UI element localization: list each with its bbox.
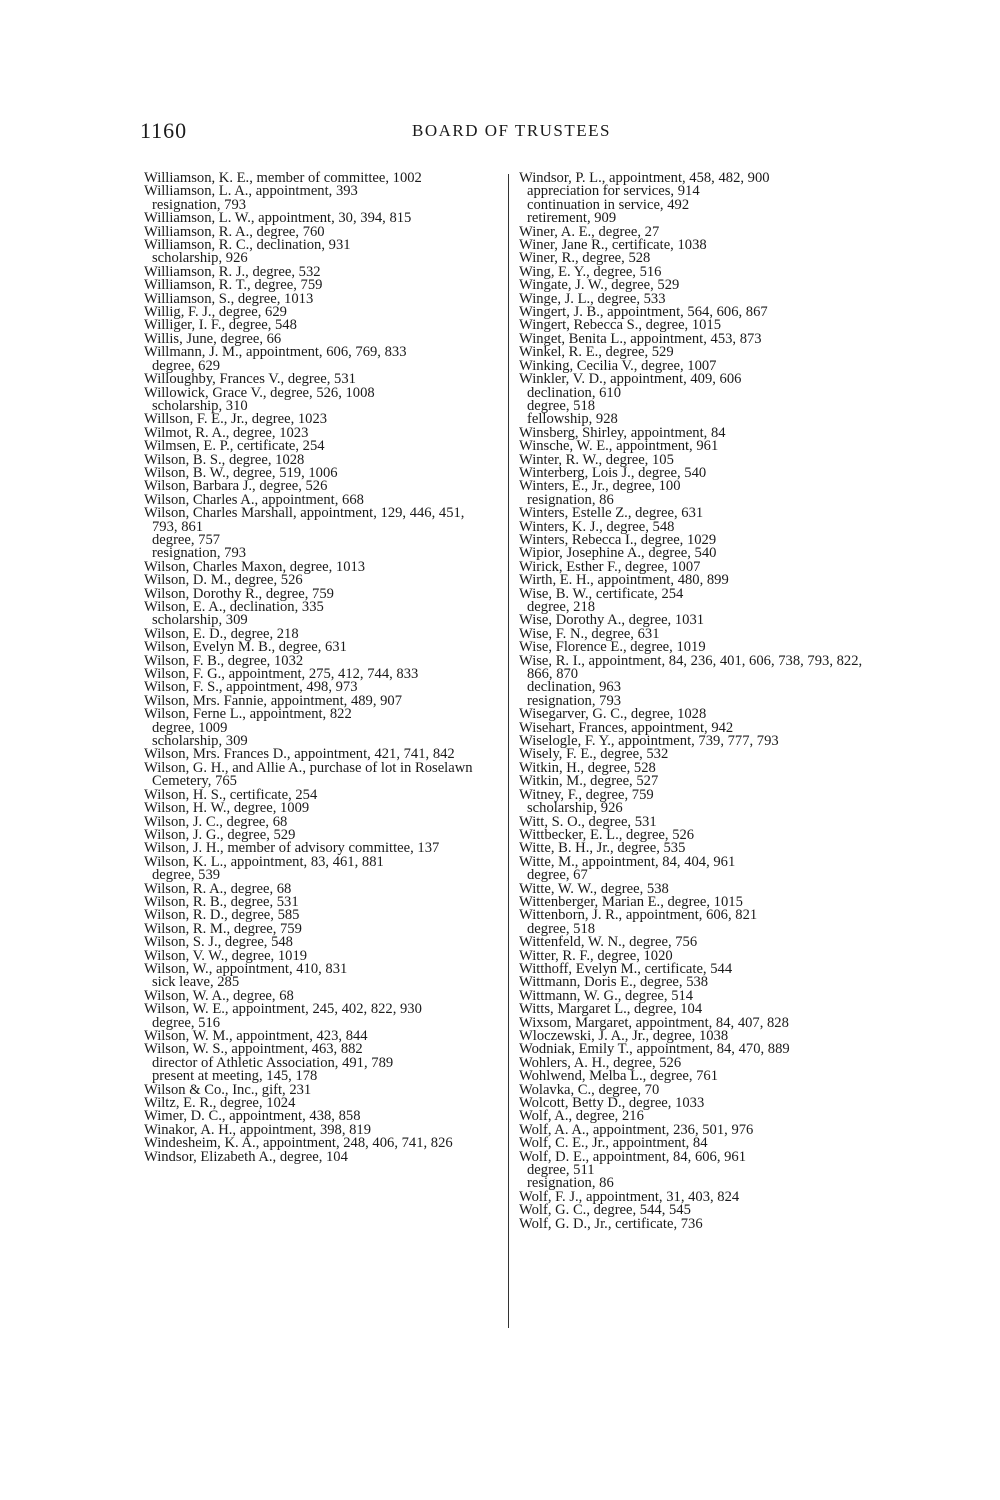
- index-entry: Witte, M., appointment, 84, 404, 961: [519, 853, 736, 870]
- index-subentry: director of Athletic Association, 491, 789: [152, 1054, 394, 1071]
- index-entry: Willoughby, Frances V., degree, 531: [144, 371, 356, 388]
- index-entry: Witte, W. W., degree, 538: [519, 880, 669, 897]
- index-entry: Wilson, Charles A., appointment, 668: [144, 491, 364, 508]
- index-entry: Winer, R., degree, 528: [519, 250, 651, 267]
- index-subentry: scholarship, 309: [152, 733, 248, 750]
- index-entry: Willis, June, degree, 66: [144, 330, 282, 347]
- index-entry: Wise, B. W., certificate, 254: [519, 585, 684, 602]
- index-entry: Williamson, S., degree, 1013: [144, 290, 314, 307]
- index-entry: Wilson, G. H., and Allie A., purchase of lot in Roselawn Cemetery, 765: [144, 759, 473, 790]
- index-entry: Wilson, B. S., degree, 1028: [144, 451, 305, 468]
- index-entry: Wohlwend, Melba L., degree, 761: [519, 1068, 719, 1085]
- index-entry: Winters, Rebecca I., degree, 1029: [519, 531, 717, 548]
- index-entry: Wipior, Josephine A., degree, 540: [519, 545, 717, 562]
- index-entry: Winsberg, Shirley, appointment, 84: [519, 424, 726, 441]
- index-subentry: degree, 518: [527, 397, 596, 414]
- index-subentry: declination, 963: [527, 679, 622, 696]
- index-entry: Wilson, Mrs. Fannie, appointment, 489, 907: [144, 692, 403, 709]
- index-entry: Winking, Cecilia V., degree, 1007: [519, 357, 717, 374]
- index-subentry: retirement, 909: [527, 210, 617, 227]
- index-subentry: degree, 539: [152, 867, 221, 884]
- index-entry: Wodniak, Emily T., appointment, 84, 470, 889: [519, 1041, 790, 1058]
- index-entry: Williamson, R. A., degree, 760: [144, 223, 325, 240]
- index-entry: Wolf, G. C., degree, 544, 545: [519, 1202, 691, 1219]
- index-subentry: degree, 757: [152, 531, 221, 548]
- index-entry: Wingert, Rebecca S., degree, 1015: [519, 317, 722, 334]
- index-entry: Wolf, D. E., appointment, 84, 606, 961: [519, 1148, 747, 1165]
- index-subentry: degree, 218: [527, 599, 596, 615]
- index-entry: Wise, Florence E., degree, 1019: [519, 639, 706, 656]
- index-entry: Wilson, R. D., degree, 585: [144, 907, 300, 924]
- index-entry: Wixsom, Margaret, appointment, 84, 407, 828: [519, 1014, 789, 1031]
- index-entry: Windesheim, K. A., appointment, 248, 406, 741, 826: [144, 1135, 453, 1152]
- index-subentry: degree, 516: [152, 1014, 221, 1031]
- index-entry: Williamson, L. W., appointment, 30, 394, 815: [144, 210, 412, 227]
- index-column-left: [144, 172, 484, 1164]
- index-entry: Wirth, E. H., appointment, 480, 899: [519, 572, 729, 589]
- index-subentry: scholarship, 926: [527, 800, 623, 817]
- index-entry: Witthoff, Evelyn M., certificate, 544: [519, 960, 733, 977]
- index-entry: Wittbecker, E. L., degree, 526: [519, 826, 695, 843]
- index-subentry: appreciation for services, 914: [527, 183, 700, 200]
- index-entry: Wisely, F. E., degree, 532: [519, 746, 669, 763]
- index-entry: Witt, S. O., degree, 531: [519, 813, 657, 830]
- index-entry: Wloczewski, J. A., Jr., degree, 1038: [519, 1028, 729, 1044]
- index-entry: Wilson, Ferne L., appointment, 822: [144, 706, 352, 723]
- index-entry: Winters, K. J., degree, 548: [519, 518, 675, 535]
- index-entry: Wimer, D. C., appointment, 438, 858: [144, 1108, 361, 1125]
- index-entry: Wilson, R. A., degree, 68: [144, 880, 292, 897]
- index-subentry: continuation in service, 492: [527, 196, 690, 213]
- index-entry: Witney, F., degree, 759: [519, 786, 654, 803]
- index-entry: Wise, R. I., appointment, 84, 236, 401, 606, 738, 793, 822, 866, 870: [519, 652, 863, 683]
- index-entry: Wiselogle, F. Y., appointment, 739, 777, 793: [519, 733, 779, 750]
- index-entry: Wilson & Co., Inc., gift, 231: [144, 1081, 312, 1098]
- index-entry: Winer, Jane R., certificate, 1038: [519, 237, 707, 254]
- index-entry: Wilson, B. W., degree, 519, 1006: [144, 464, 338, 481]
- index-entry: Wise, F. N., degree, 631: [519, 625, 660, 642]
- index-entry: Wilson, E. D., degree, 218: [144, 625, 299, 642]
- index-entry: Witkin, H., degree, 528: [519, 759, 656, 776]
- index-entry: Wohlers, A. H., degree, 526: [519, 1054, 682, 1071]
- index-entry: Witte, B. H., Jr., degree, 535: [519, 840, 686, 857]
- index-subentry: declination, 610: [527, 384, 622, 401]
- index-entry: Winer, A. E., degree, 27: [519, 223, 660, 240]
- index-entry: Wilson, F. S., appointment, 498, 973: [144, 679, 358, 696]
- index-subentry: scholarship, 309: [152, 612, 248, 629]
- column-divider: [508, 174, 509, 1328]
- index-entry: Wilson, W., appointment, 410, 831: [144, 960, 348, 977]
- index-entry: Wingert, J. B., appointment, 564, 606, 867: [519, 304, 768, 321]
- index-subentry: degree, 67: [527, 867, 588, 884]
- index-entry: Winkel, R. E., degree, 529: [519, 344, 674, 361]
- index-subentry: resignation, 793: [152, 545, 247, 562]
- index-subentry: present at meeting, 145, 178: [152, 1068, 318, 1085]
- index-entry: Wolavka, C., degree, 70: [519, 1081, 660, 1098]
- index-subentry: scholarship, 926: [152, 250, 248, 267]
- index-entry: Winkler, V. D., appointment, 409, 606: [519, 371, 742, 388]
- index-subentry: scholarship, 310: [152, 397, 248, 414]
- index-entry: Winters, E., Jr., degree, 100: [519, 478, 681, 495]
- index-subentry: sick leave, 285: [152, 974, 240, 991]
- index-entry: Williamson, R. T., degree, 759: [144, 277, 323, 294]
- index-entry: Wilson, W. A., degree, 68: [144, 987, 294, 1004]
- index-entry: Williamson, K. E., member of committee, 1002: [144, 170, 422, 186]
- index-column-right: [519, 172, 864, 1231]
- index-entry: Windsor, Elizabeth A., degree, 104: [144, 1148, 348, 1165]
- index-entry: Wilson, H. W., degree, 1009: [144, 800, 310, 817]
- index-entry: Wilson, F. G., appointment, 275, 412, 744, 833: [144, 666, 419, 683]
- index-entry: Windsor, P. L., appointment, 458, 482, 900: [519, 170, 770, 186]
- index-subentry: degree, 1009: [152, 719, 228, 736]
- index-entry: Wittenfeld, W. N., degree, 756: [519, 934, 698, 951]
- index-subentry: resignation, 86: [527, 1175, 614, 1192]
- index-entry: Wilson, K. L., appointment, 83, 461, 881: [144, 853, 384, 870]
- index-entry: Wilson, F. B., degree, 1032: [144, 652, 304, 669]
- index-entry: Wilson, H. S., certificate, 254: [144, 786, 318, 803]
- index-entry: Willig, F. J., degree, 629: [144, 304, 287, 321]
- index-entry: Wilson, J. C., degree, 68: [144, 813, 288, 830]
- index-subentry: degree, 629: [152, 357, 221, 374]
- index-entry: Winters, Estelle Z., degree, 631: [519, 505, 704, 522]
- page-number: 1160: [140, 118, 188, 143]
- index-entry: Wilson, Charles Maxon, degree, 1013: [144, 558, 366, 575]
- index-entry: Williamson, R. J., degree, 532: [144, 263, 321, 280]
- index-subentry: resignation, 793: [527, 692, 622, 709]
- index-entry: Williamson, L. A., appointment, 393: [144, 183, 358, 200]
- index-entry: Wittmann, Doris E., degree, 538: [519, 974, 709, 991]
- index-entry: Wilson, J. H., member of advisory committee, 137: [144, 840, 440, 857]
- index-entry: Wittenborn, J. R., appointment, 606, 821: [519, 907, 758, 924]
- index-entry: Wilson, E. A., declination, 335: [144, 599, 324, 615]
- index-entry: Wilson, J. G., degree, 529: [144, 826, 296, 843]
- index-entry: Wirick, Esther F., degree, 1007: [519, 558, 701, 575]
- index-subentry: degree, 511: [527, 1162, 595, 1179]
- index-entry: Winterberg, Lois J., degree, 540: [519, 464, 707, 481]
- index-subentry: resignation, 86: [527, 491, 614, 508]
- index-entry: Witts, Margaret L., degree, 104: [519, 1001, 703, 1018]
- index-entry: Wilson, Charles Marshall, appointment, 129, 446, 451, 793, 861: [144, 505, 465, 535]
- index-entry: Wilmsen, E. P., certificate, 254: [144, 438, 325, 455]
- index-entry: Wilson, W. S., appointment, 463, 882: [144, 1041, 363, 1058]
- index-entry: Wolf, A., degree, 216: [519, 1108, 644, 1125]
- index-entry: Wing, E. Y., degree, 516: [519, 263, 662, 280]
- index-entry: Wise, Dorothy A., degree, 1031: [519, 612, 705, 629]
- index-entry: Winakor, A. H., appointment, 398, 819: [144, 1121, 372, 1138]
- index-entry: Wilson, Dorothy R., degree, 759: [144, 585, 334, 602]
- index-entry: Witkin, M., degree, 527: [519, 773, 659, 790]
- index-entry: Wilson, R. M., degree, 759: [144, 920, 302, 937]
- index-subentry: resignation, 793: [152, 196, 247, 213]
- index-entry: Wolf, F. J., appointment, 31, 403, 824: [519, 1188, 740, 1205]
- index-entry: Wolf, C. E., Jr., appointment, 84: [519, 1135, 708, 1152]
- index-subentry: degree, 518: [527, 920, 596, 937]
- index-entry: Wilson, R. B., degree, 531: [144, 893, 299, 910]
- index-entry: Wittenberger, Marian E., degree, 1015: [519, 893, 743, 910]
- index-entry: Winsche, W. E., appointment, 961: [519, 438, 719, 455]
- running-head: BOARD OF TRUSTEES: [412, 121, 611, 140]
- index-entry: Winget, Benita L., appointment, 453, 873: [519, 330, 762, 347]
- index-entry: Wilson, D. M., degree, 526: [144, 572, 303, 589]
- index-entry: Winge, J. L., degree, 533: [519, 290, 666, 307]
- index-entry: Wilson, W. M., appointment, 423, 844: [144, 1028, 368, 1044]
- index-entry: Wolf, A. A., appointment, 236, 501, 976: [519, 1121, 754, 1138]
- index-entry: Witter, R. F., degree, 1020: [519, 947, 673, 964]
- index-entry: Wilson, Barbara J., degree, 526: [144, 478, 328, 495]
- index-entry: Willmann, J. M., appointment, 606, 769, 833: [144, 344, 407, 361]
- index-entry: Williger, I. F., degree, 548: [144, 317, 297, 334]
- index-entry: Williamson, R. C., declination, 931: [144, 237, 351, 254]
- index-entry: Wisegarver, G. C., degree, 1028: [519, 706, 707, 723]
- index-subentry: fellowship, 928: [527, 411, 618, 428]
- index-entry: Wilson, V. W., degree, 1019: [144, 947, 308, 964]
- index-entry: Winter, R. W., degree, 105: [519, 451, 674, 468]
- index-entry: Wisehart, Frances, appointment, 942: [519, 719, 734, 736]
- index-entry: Wolcott, Betty D., degree, 1033: [519, 1095, 705, 1112]
- index-entry: Wilson, Evelyn M. B., degree, 631: [144, 639, 347, 656]
- index-entry: Wilson, W. E., appointment, 245, 402, 822, 930: [144, 1001, 422, 1018]
- index-entry: Wilson, S. J., degree, 548: [144, 934, 293, 951]
- index-entry: Wolf, G. D., Jr., certificate, 736: [519, 1215, 703, 1232]
- index-entry: Wittmann, W. G., degree, 514: [519, 987, 694, 1004]
- index-entry: Wingate, J. W., degree, 529: [519, 277, 680, 294]
- index-entry: Wilson, Mrs. Frances D., appointment, 421, 741, 842: [144, 746, 455, 763]
- index-entry: Willson, F. E., Jr., degree, 1023: [144, 411, 328, 428]
- index-entry: Wiltz, E. R., degree, 1024: [144, 1095, 296, 1112]
- index-entry: Wilmot, R. A., degree, 1023: [144, 424, 309, 441]
- index-entry: Willowick, Grace V., degree, 526, 1008: [144, 384, 375, 401]
